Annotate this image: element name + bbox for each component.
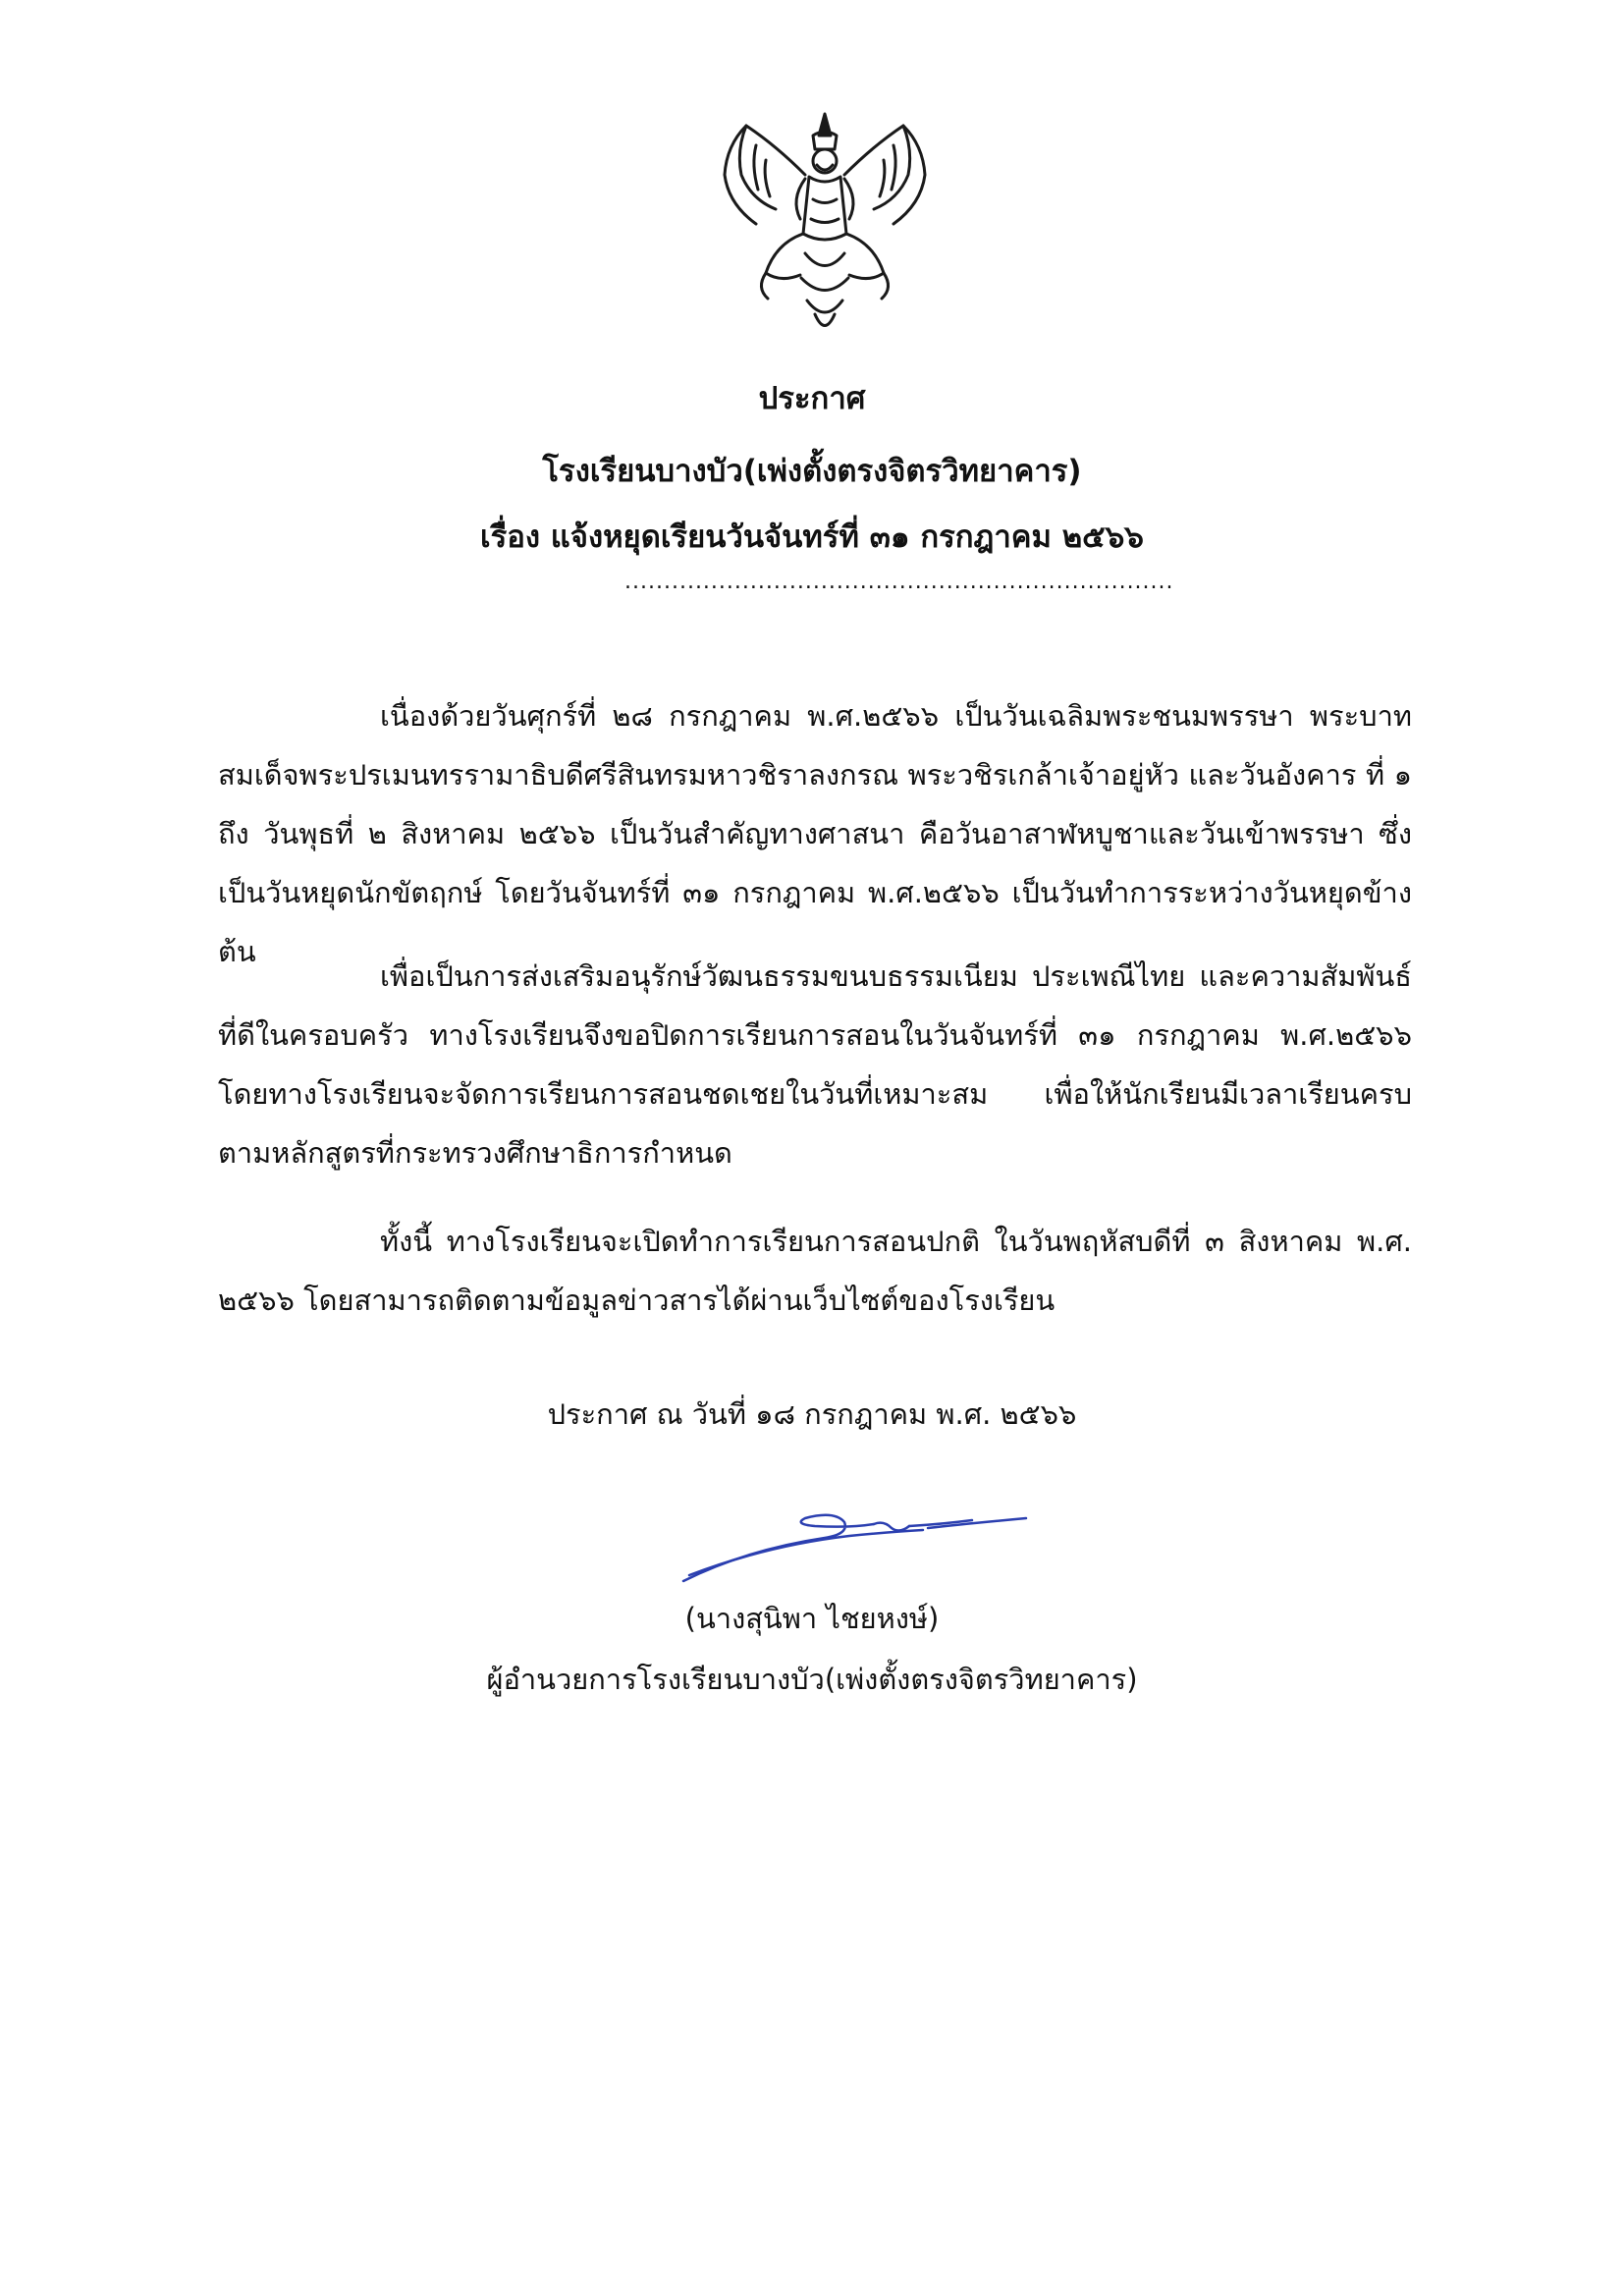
body-paragraph-3: ทั้งนี้ ทางโรงเรียนจะเปิดทำการเรียนการสอนปกติ ในวันพฤหัสบดีที่ ๓ สิงหาคม พ.ศ. ๒๕๖๖ โดยสามารถติดตามข้อมูลข่าวสารได้ผ่านเว็บไซต์ของโรงเรียน xyxy=(218,1225,1412,1317)
body-paragraph-2: เพื่อเป็นการส่งเสริมอนุรักษ์วัฒนธรรมขนบธรรมเนียม ประเพณีไทย และความสัมพันธ์ที่ดีในครอบครัว ทางโรงเรียนจึงขอปิดการเรียนการสอนในวันจันทร์ที่ ๓๑ กรกฎาคม พ.ศ.๒๕๖๖ โดยทางโรงเรียนจะจัดการเรียนการสอนชดเชยในวันที่เหมาะสม เพื่อให้นักเรียนมีเวลาเรียนครบตามหลักสูตรที่กระทรวงศึกษาธิการกำหนด xyxy=(218,959,1412,1170)
announcement-date: ประกาศ ณ วันที่ ๑๘ กรกฎาคม พ.ศ. ๒๕๖๖ xyxy=(547,1397,1077,1431)
signature-image xyxy=(677,1491,1031,1589)
announcement-subject: เรื่อง แจ้งหยุดเรียนวันจันทร์ที่ ๓๑ กรกฎาคม ๒๕๖๖ xyxy=(480,519,1144,555)
announcement-title: ประกาศ xyxy=(758,381,866,416)
school-name: โรงเรียนบางบัว(เพ่งตั้งตรงจิตรวิทยาคาร) xyxy=(542,454,1082,489)
body-paragraph-1: เนื่องด้วยวันศุกร์ที่ ๒๘ กรกฎาคม พ.ศ.๒๕๖๖ เป็นวันเฉลิมพระชนมพรรษา พระบาทสมเด็จพระปรเมนทรรามาธิบดีศรีสินทรมหาวชิราลงกรณ พระวชิรเกล้าเจ้าอยู่หัว และวันอังคาร ที่ ๑ ถึง วันพุธที่ ๒ สิงหาคม ๒๕๖๖ เป็นวันสำคัญทางศาสนา คือวันอาสาฬหบูชาและวันเข้าพรรษา ซึ่งเป็นวันหยุดนักขัตฤกษ์ โดยวันจันทร์ที่ ๓๑ กรกฎาคม พ.ศ.๒๕๖๖ เป็นวันทำการระหว่างวันหยุดข้างต้น xyxy=(218,699,1412,968)
garuda-emblem-icon xyxy=(707,106,943,342)
header-separator: ...................................................................... xyxy=(624,570,1174,594)
signer-name: (นางสุนิพา ไชยหงษ์) xyxy=(684,1602,940,1635)
signer-position: ผู้อำนวยการโรงเรียนบางบัว(เพ่งตั้งตรงจิตรวิทยาคาร) xyxy=(486,1663,1138,1696)
